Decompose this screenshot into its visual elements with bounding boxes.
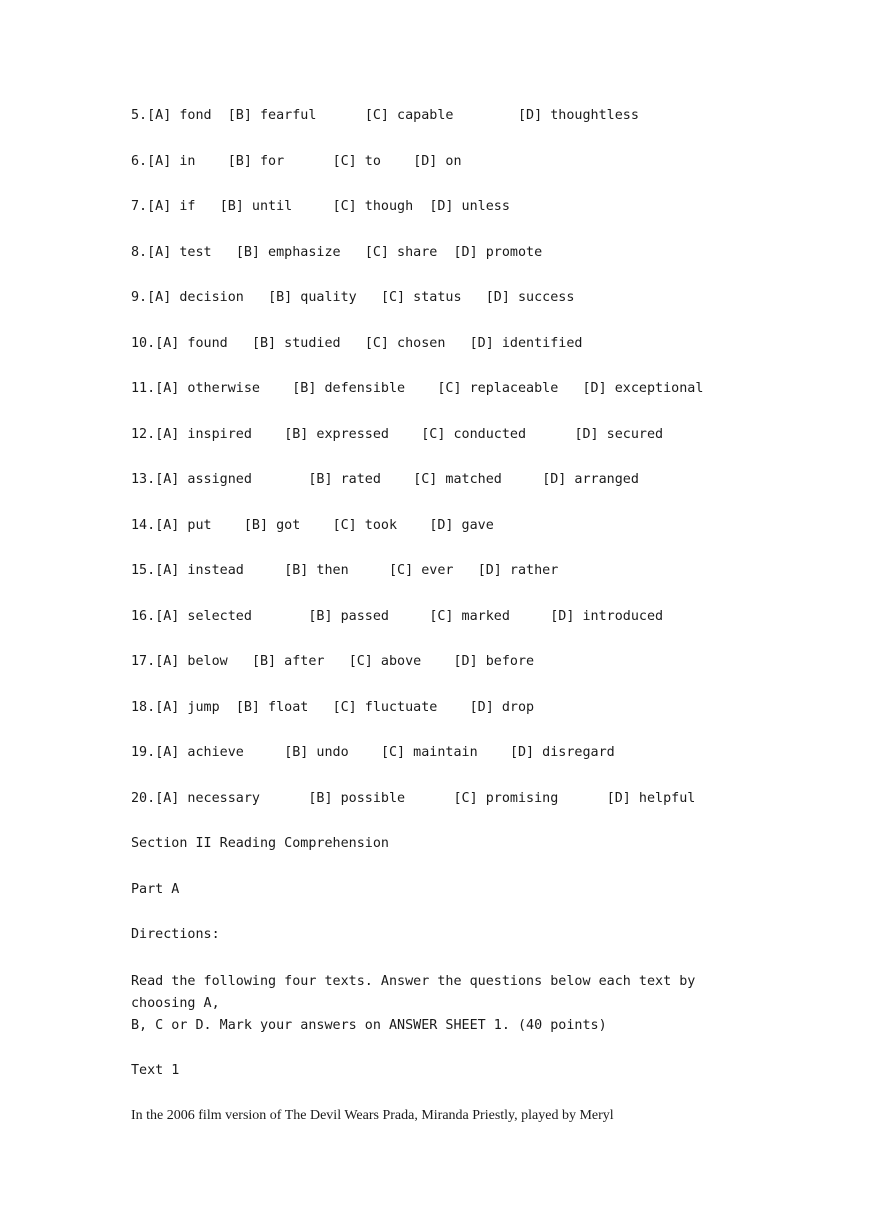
option-a: [A] instead — [155, 563, 244, 578]
question-row — [131, 197, 741, 217]
option-d: [D] unless — [429, 199, 510, 214]
option-b: [B] expressed — [284, 426, 389, 442]
option-c: [C] share — [364, 244, 438, 260]
question-number: 10. — [131, 335, 156, 351]
option-a: [A] selected — [155, 608, 252, 624]
text1-first-line: In the 2006 film version of The Devil Wears Prada, Miranda Priestly, played by Meryl — [131, 1108, 614, 1123]
option-a: [A] if — [147, 199, 196, 214]
option-d: [D] gave — [429, 517, 494, 533]
option-c: [C] status — [380, 290, 462, 305]
question-number: 14. — [131, 517, 156, 533]
part-title: Part A — [131, 881, 180, 897]
question-number: 19. — [131, 745, 156, 760]
option-c: [C] maintain — [380, 745, 478, 760]
question-number: 6. — [131, 153, 148, 169]
option-b: [B] defensible — [292, 381, 406, 396]
option-a: [A] below — [155, 654, 228, 669]
option-b: [B] passed — [308, 608, 389, 624]
question-number: 17. — [131, 654, 156, 669]
option-c: [C] fluctuate — [332, 699, 438, 715]
directions-line-1: Read the following four texts. Answer the questions below each text by choosing A, — [131, 973, 696, 1011]
question-list — [131, 106, 741, 809]
option-b: [B] float — [235, 699, 309, 715]
option-d: [D] introduced — [550, 608, 664, 624]
question-row — [131, 743, 741, 763]
option-c: [C] took — [332, 517, 398, 533]
option-b: [B] then — [284, 563, 349, 578]
question-number: 20. — [131, 790, 156, 806]
question-row — [131, 288, 741, 308]
question-number: 8. — [131, 244, 148, 260]
question-row — [131, 379, 741, 399]
option-c: [C] capable — [364, 108, 454, 123]
option-a: [A] in — [147, 153, 196, 169]
option-d: [D] helpful — [606, 790, 696, 806]
question-row — [131, 561, 741, 581]
option-a: [A] jump — [155, 699, 220, 715]
question-number: 5. — [131, 108, 148, 123]
question-row — [131, 425, 741, 445]
question-row — [131, 652, 741, 672]
option-d: [D] thoughtless — [518, 108, 639, 123]
option-c: [C] above — [348, 654, 422, 669]
option-d: [D] on — [413, 153, 462, 169]
option-b: [B] studied — [251, 335, 341, 351]
option-d: [D] arranged — [542, 472, 639, 487]
directions-line-2: B, C or D. Mark your answers on ANSWER SHEET 1. (40 points) — [131, 1017, 607, 1033]
question-number: 9. — [131, 290, 148, 305]
option-b: [B] rated — [308, 472, 381, 487]
question-number: 15. — [131, 563, 156, 578]
option-d: [D] before — [453, 654, 535, 669]
question-row — [131, 334, 741, 354]
option-c: [C] conducted — [421, 426, 527, 442]
option-c: [C] marked — [429, 608, 510, 624]
question-row — [131, 152, 741, 172]
option-b: [B] until — [219, 199, 293, 214]
option-b: [B] fearful — [227, 108, 317, 123]
section-title: Section II Reading Comprehension — [131, 836, 389, 851]
option-d: [D] success — [485, 290, 575, 305]
option-b: [B] after — [251, 654, 325, 669]
question-row — [131, 106, 741, 126]
option-c: [C] matched — [413, 472, 502, 487]
option-c: [C] ever — [389, 563, 454, 578]
option-d: [D] drop — [469, 699, 535, 715]
question-row — [131, 243, 741, 263]
option-a: [A] necessary — [155, 790, 260, 806]
question-number: 13. — [131, 472, 156, 487]
option-b: [B] undo — [284, 745, 349, 760]
option-a: [A] achieve — [155, 745, 244, 760]
question-number: 18. — [131, 699, 156, 715]
question-row — [131, 698, 741, 718]
option-c: [C] to — [332, 153, 381, 169]
option-a: [A] fond — [147, 108, 212, 123]
directions-text — [131, 971, 741, 1037]
option-b: [B] quality — [268, 290, 357, 305]
option-a: [A] otherwise — [155, 381, 260, 396]
option-d: [D] promote — [453, 244, 543, 260]
option-c: [C] promising — [453, 790, 559, 806]
text-label: Text 1 — [131, 1062, 180, 1078]
option-c: [C] replaceable — [437, 381, 559, 396]
question-row — [131, 607, 741, 627]
option-d: [D] identified — [469, 335, 583, 351]
option-a: [A] put — [155, 517, 212, 533]
question-row — [131, 516, 741, 536]
option-b: [B] for — [227, 153, 285, 169]
question-number: 12. — [131, 426, 156, 442]
option-a: [A] assigned — [155, 472, 252, 487]
option-b: [B] got — [243, 517, 301, 533]
question-number: 11. — [131, 381, 156, 396]
option-d: [D] exceptional — [582, 381, 704, 396]
option-a: [A] decision — [147, 290, 244, 305]
option-a: [A] inspired — [155, 426, 252, 442]
option-c: [C] though — [332, 199, 414, 214]
option-d: [D] secured — [574, 426, 664, 442]
option-a: [A] test — [147, 244, 212, 260]
directions-label: Directions: — [131, 927, 220, 942]
option-a: [A] found — [155, 335, 228, 351]
question-number: 16. — [131, 608, 156, 624]
option-b: [B] emphasize — [235, 244, 341, 260]
option-b: [B] possible — [308, 790, 406, 806]
option-d: [D] rather — [477, 563, 559, 578]
question-row — [131, 470, 741, 490]
question-row — [131, 789, 741, 809]
option-d: [D] disregard — [509, 745, 615, 760]
option-c: [C] chosen — [364, 335, 446, 351]
question-number: 7. — [131, 199, 148, 214]
document-page — [131, 106, 741, 1126]
